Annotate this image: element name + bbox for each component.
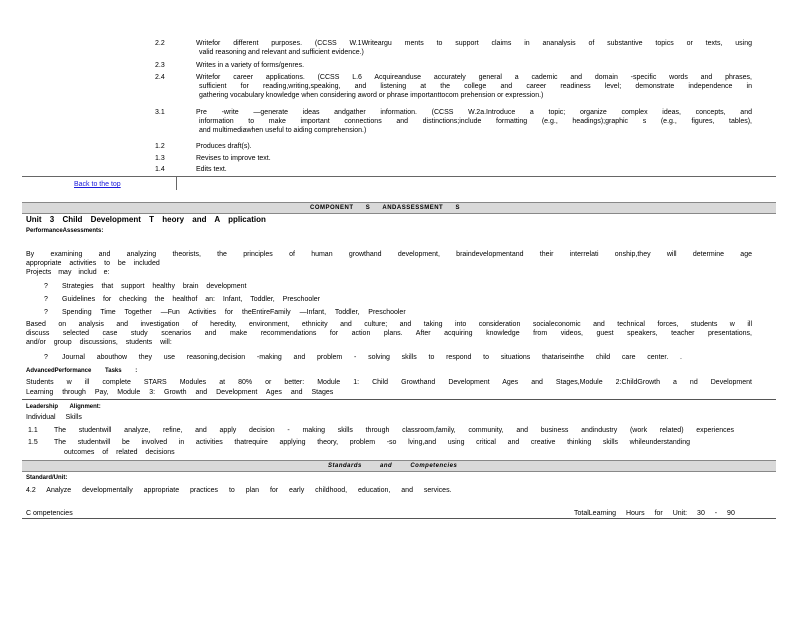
list-text: information to make important connections and distinctions;include formatting (e.g., headings);graphic s (e.g., figures, tables), xyxy=(199,118,752,125)
stars-text: Learning through Pay, Module 3: Growth and Development Ages and Stages xyxy=(26,389,334,396)
list-number: 1.4 xyxy=(155,166,165,173)
bullet-icon: ? xyxy=(44,283,48,290)
stars-text: Students w ill complete STARS Modules at 80% or better: Module 1: Child Growthand Development Ages and Stages,Module 2:ChildGrowth a nd Development xyxy=(26,379,752,386)
leadership-label: Leadership Alignment: xyxy=(26,404,101,410)
standards-header: Standards and Competencies xyxy=(328,463,458,469)
based-text: discuss selected case study scenarios and make recommendations for action plans. After acquiring knowledge from videos, guest speakers, teacher presentations, xyxy=(26,330,752,337)
list-text: valid reasoning and relevant and sufficient evidence.) xyxy=(199,49,364,56)
standard-4-2: 4.2 Analyze developmentally appropriate practices to plan for early childhood, education, and services. xyxy=(26,487,452,494)
intro-text: By examining and analyzing theorists, the principles of human growthand development, braindevelopmentand their interrelati onship,they will determine age xyxy=(26,251,752,258)
individual-skills-label: Individual Skills xyxy=(26,414,82,421)
bullet-icon: ? xyxy=(44,354,48,361)
skill-number: 1.5 xyxy=(28,439,38,446)
bullet-icon: ? xyxy=(44,309,48,316)
hours-label: TotalLearning Hours for Unit: 30 - 90 xyxy=(574,510,735,517)
list-text: and multimediawhen useful to aiding comprehension.) xyxy=(199,127,367,134)
skill-text: outcomes of related decisions xyxy=(64,449,175,456)
project-item: Spending Time Together —Fun Activities for theEntireFamily —Infant, Toddler, Preschooler xyxy=(62,309,406,316)
list-text: Pre -write —generate ideas andgather information. (CCSS W.2a.Introduce a topic; organize complex ideas, concepts, and xyxy=(196,109,752,116)
section-divider xyxy=(22,399,776,400)
standards-header-band xyxy=(22,460,776,472)
intro-text: appropriate activities to be included xyxy=(26,260,160,267)
based-text: and/or group discussions, students will: xyxy=(26,339,172,346)
list-text: gathering vocabulary knowledge when considering aword or phrase importanttocom prehension or expression.) xyxy=(199,92,544,99)
unit-title: Unit 3 Child Development T heory and A pplication xyxy=(26,215,266,224)
list-number: 3.1 xyxy=(155,109,165,116)
list-text: Writes in a variety of forms/genres. xyxy=(196,62,305,69)
skill-text: The studentwill be involved in activities thatrequire applying theory, problem -so lving,and using critical and creative thinking skills whileunderstanding xyxy=(54,439,690,446)
list-text: sufficient for reading,writing,speaking, and listening at the college and career readiness level; demonstrate independence in xyxy=(199,83,752,90)
list-text: Writefor career applications. (CCSS L.6 Acquireanduse accurately general a cademic and domain -specific words and phrases, xyxy=(196,74,752,81)
list-text: Writefor different purposes. (CCSS W.1Writeargu ments to support claims in ananalysis of substantive topics or texts, using xyxy=(196,40,752,47)
project-item: Guidelines for checking the healthof an: Infant, Toddler, Preschooler xyxy=(62,296,321,303)
bullet-icon: ? xyxy=(44,296,48,303)
advanced-label: AdvancedPerformance Tasks : xyxy=(26,368,138,374)
list-number: 1.2 xyxy=(155,143,165,150)
based-text: Based on analysis and investigation of heredity, environment, ethnicity and culture; and taking into consideration socialeconomic and technical forces, students w ill xyxy=(26,321,752,328)
back-to-top-link[interactable]: Back to the top xyxy=(74,181,121,188)
competencies-label: C ompetencies xyxy=(26,510,73,517)
table-border xyxy=(176,176,177,190)
list-number: 2.3 xyxy=(155,62,165,69)
components-header-band xyxy=(22,202,776,214)
list-text: Revises to improve text. xyxy=(196,155,271,162)
section-divider xyxy=(22,518,776,519)
standard-unit-label: Standard/Unit: xyxy=(26,475,68,481)
project-item: Strategies that support healthy brain development xyxy=(62,283,247,290)
list-number: 1.3 xyxy=(155,155,165,162)
list-text: Edits text. xyxy=(196,166,227,173)
list-number: 2.2 xyxy=(155,40,165,47)
table-border xyxy=(22,176,776,177)
components-header: COMPONENT S ANDASSESSMENT S xyxy=(310,205,460,211)
skill-number: 1.1 xyxy=(28,427,38,434)
journal-text: Journal abouthow they use reasoning,decision -making and problem - solving skills to respond to situations thatariseinthe child care center. . xyxy=(62,354,682,361)
list-text: Produces draft(s). xyxy=(196,143,252,150)
list-number: 2.4 xyxy=(155,74,165,81)
performance-label: PerformanceAssessments: xyxy=(26,228,104,234)
projects-label: Projects may includ e: xyxy=(26,269,110,276)
journal-item xyxy=(62,353,682,362)
skill-text: The studentwill analyze, refine, and apply decision - making skills through classroom,family, community, and business andindustry (work related) experiences xyxy=(54,427,734,434)
